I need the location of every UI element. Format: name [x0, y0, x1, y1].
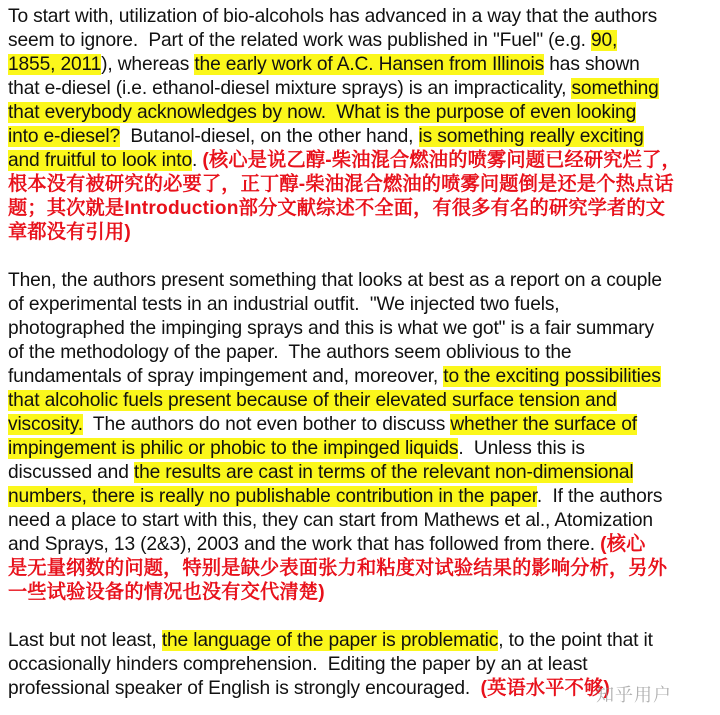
body-text: seem to ignore. Part of the related work was published in "Fuel" (e.g. — [8, 30, 592, 51]
body-text: Then, the authors present something that looks at best as a report on a couple — [8, 270, 662, 291]
body-text: . Unless this is — [458, 438, 585, 459]
text-line — [8, 509, 720, 533]
chinese-annotation: 题；其次就是Introduction部分文献综述不全面，有很多有名的研究学者的文 — [8, 198, 666, 219]
text-line — [8, 125, 720, 149]
body-text: discussed and — [8, 462, 134, 483]
text-line — [8, 53, 720, 77]
highlighted-text: that everybody acknowledges by now. What is the purpose of even looking — [8, 102, 637, 123]
chinese-annotation: 根本没有被研究的必要了，正丁醇-柴油混合燃油的喷雾问题倒是还是个热点话 — [8, 174, 674, 195]
text-line — [8, 365, 720, 389]
highlighted-text: 90, — [591, 30, 618, 51]
highlighted-text: viscosity. — [8, 414, 83, 435]
highlighted-text: something — [571, 78, 659, 99]
chinese-annotation: (英语水平不够) — [480, 678, 610, 699]
text-line — [8, 77, 720, 101]
highlighted-text: 1855, 2011 — [8, 54, 102, 75]
body-text: . — [191, 150, 203, 171]
body-text: need a place to start with this, they can start from Mathews et al., Atomization — [8, 510, 653, 531]
highlighted-text: is something really exciting — [418, 126, 644, 147]
text-line — [8, 221, 720, 245]
chinese-annotation: (核心是说乙醇-柴油混合燃油的喷雾问题已经研究烂了， — [202, 150, 681, 171]
body-text: of the methodology of the paper. The authors seem oblivious to the — [8, 342, 572, 363]
highlighted-text: numbers, there is really no publishable contribution in the paper — [8, 486, 537, 507]
body-text: occasionally hinders comprehension. Editing the paper by an at least — [8, 654, 588, 675]
body-text: To start with, utilization of bio-alcohols has advanced in a way that the authors — [8, 6, 658, 27]
highlighted-text: impingement is philic or phobic to the impinged liquids — [8, 438, 459, 459]
text-line — [8, 437, 720, 461]
paragraph-bio-alcohols — [8, 5, 720, 245]
text-line — [8, 5, 720, 29]
highlighted-text: the early work of A.C. Hansen from Illinois — [194, 54, 545, 75]
text-line — [8, 149, 720, 173]
chinese-annotation: (核心 — [600, 534, 646, 555]
text-line — [8, 293, 720, 317]
zhihu-watermark: 知乎用户 — [596, 685, 672, 706]
body-text: ), whereas — [101, 54, 195, 75]
review-document — [8, 5, 720, 701]
body-text: and Sprays, 13 (2&3), 2003 and the work that has followed from there. — [8, 534, 601, 555]
text-line — [8, 461, 720, 485]
chinese-annotation: 一些试验设备的情况也没有交代清楚) — [8, 582, 325, 603]
body-text: . If the authors — [536, 486, 663, 507]
text-line — [8, 101, 720, 125]
text-line — [8, 173, 720, 197]
body-text: The authors do not even bother to discuss — [82, 414, 451, 435]
body-text: Last but not least, — [8, 630, 162, 651]
chinese-annotation: 是无量纲数的问题，特别是缺少表面张力和粘度对试验结果的影响分析，另外 — [8, 558, 668, 579]
text-line — [8, 629, 720, 653]
text-line — [8, 557, 720, 581]
highlighted-text: the results are cast in terms of the relevant non-dimensional — [133, 462, 634, 483]
body-text: has shown — [544, 54, 640, 75]
body-text: of experimental tests in an industrial outfit. "We injected two fuels, — [8, 294, 560, 315]
text-line — [8, 581, 720, 605]
highlighted-text: and fruitful to look into — [8, 150, 192, 171]
text-line — [8, 29, 720, 53]
text-line — [8, 269, 720, 293]
body-text: fundamentals of spray impingement and, moreover, — [8, 366, 444, 387]
body-text: professional speaker of English is strongly encouraged. — [8, 678, 481, 699]
body-text: photographed the impinging sprays and this is what we got" is a fair summary — [8, 318, 654, 339]
highlighted-text: to the exciting possibilities — [443, 366, 661, 387]
text-line — [8, 485, 720, 509]
text-line — [8, 653, 720, 677]
text-line — [8, 197, 720, 221]
highlighted-text: that alcoholic fuels present because of their elevated surface tension and — [8, 390, 617, 411]
highlighted-text: into e-diesel? — [8, 126, 121, 147]
highlighted-text: whether the surface of — [450, 414, 637, 435]
body-text: , to the point that it — [498, 630, 653, 651]
text-line — [8, 317, 720, 341]
text-line — [8, 389, 720, 413]
body-text: that e-diesel (i.e. ethanol-diesel mixture sprays) is an impracticality, — [8, 78, 572, 99]
text-line — [8, 413, 720, 437]
highlighted-text: the language of the paper is problematic — [161, 630, 499, 651]
body-text: Butanol-diesel, on the other hand, — [120, 126, 419, 147]
text-line — [8, 533, 720, 557]
text-line — [8, 341, 720, 365]
chinese-annotation: 章都没有引用) — [8, 222, 131, 243]
paragraph-methodology — [8, 269, 720, 605]
